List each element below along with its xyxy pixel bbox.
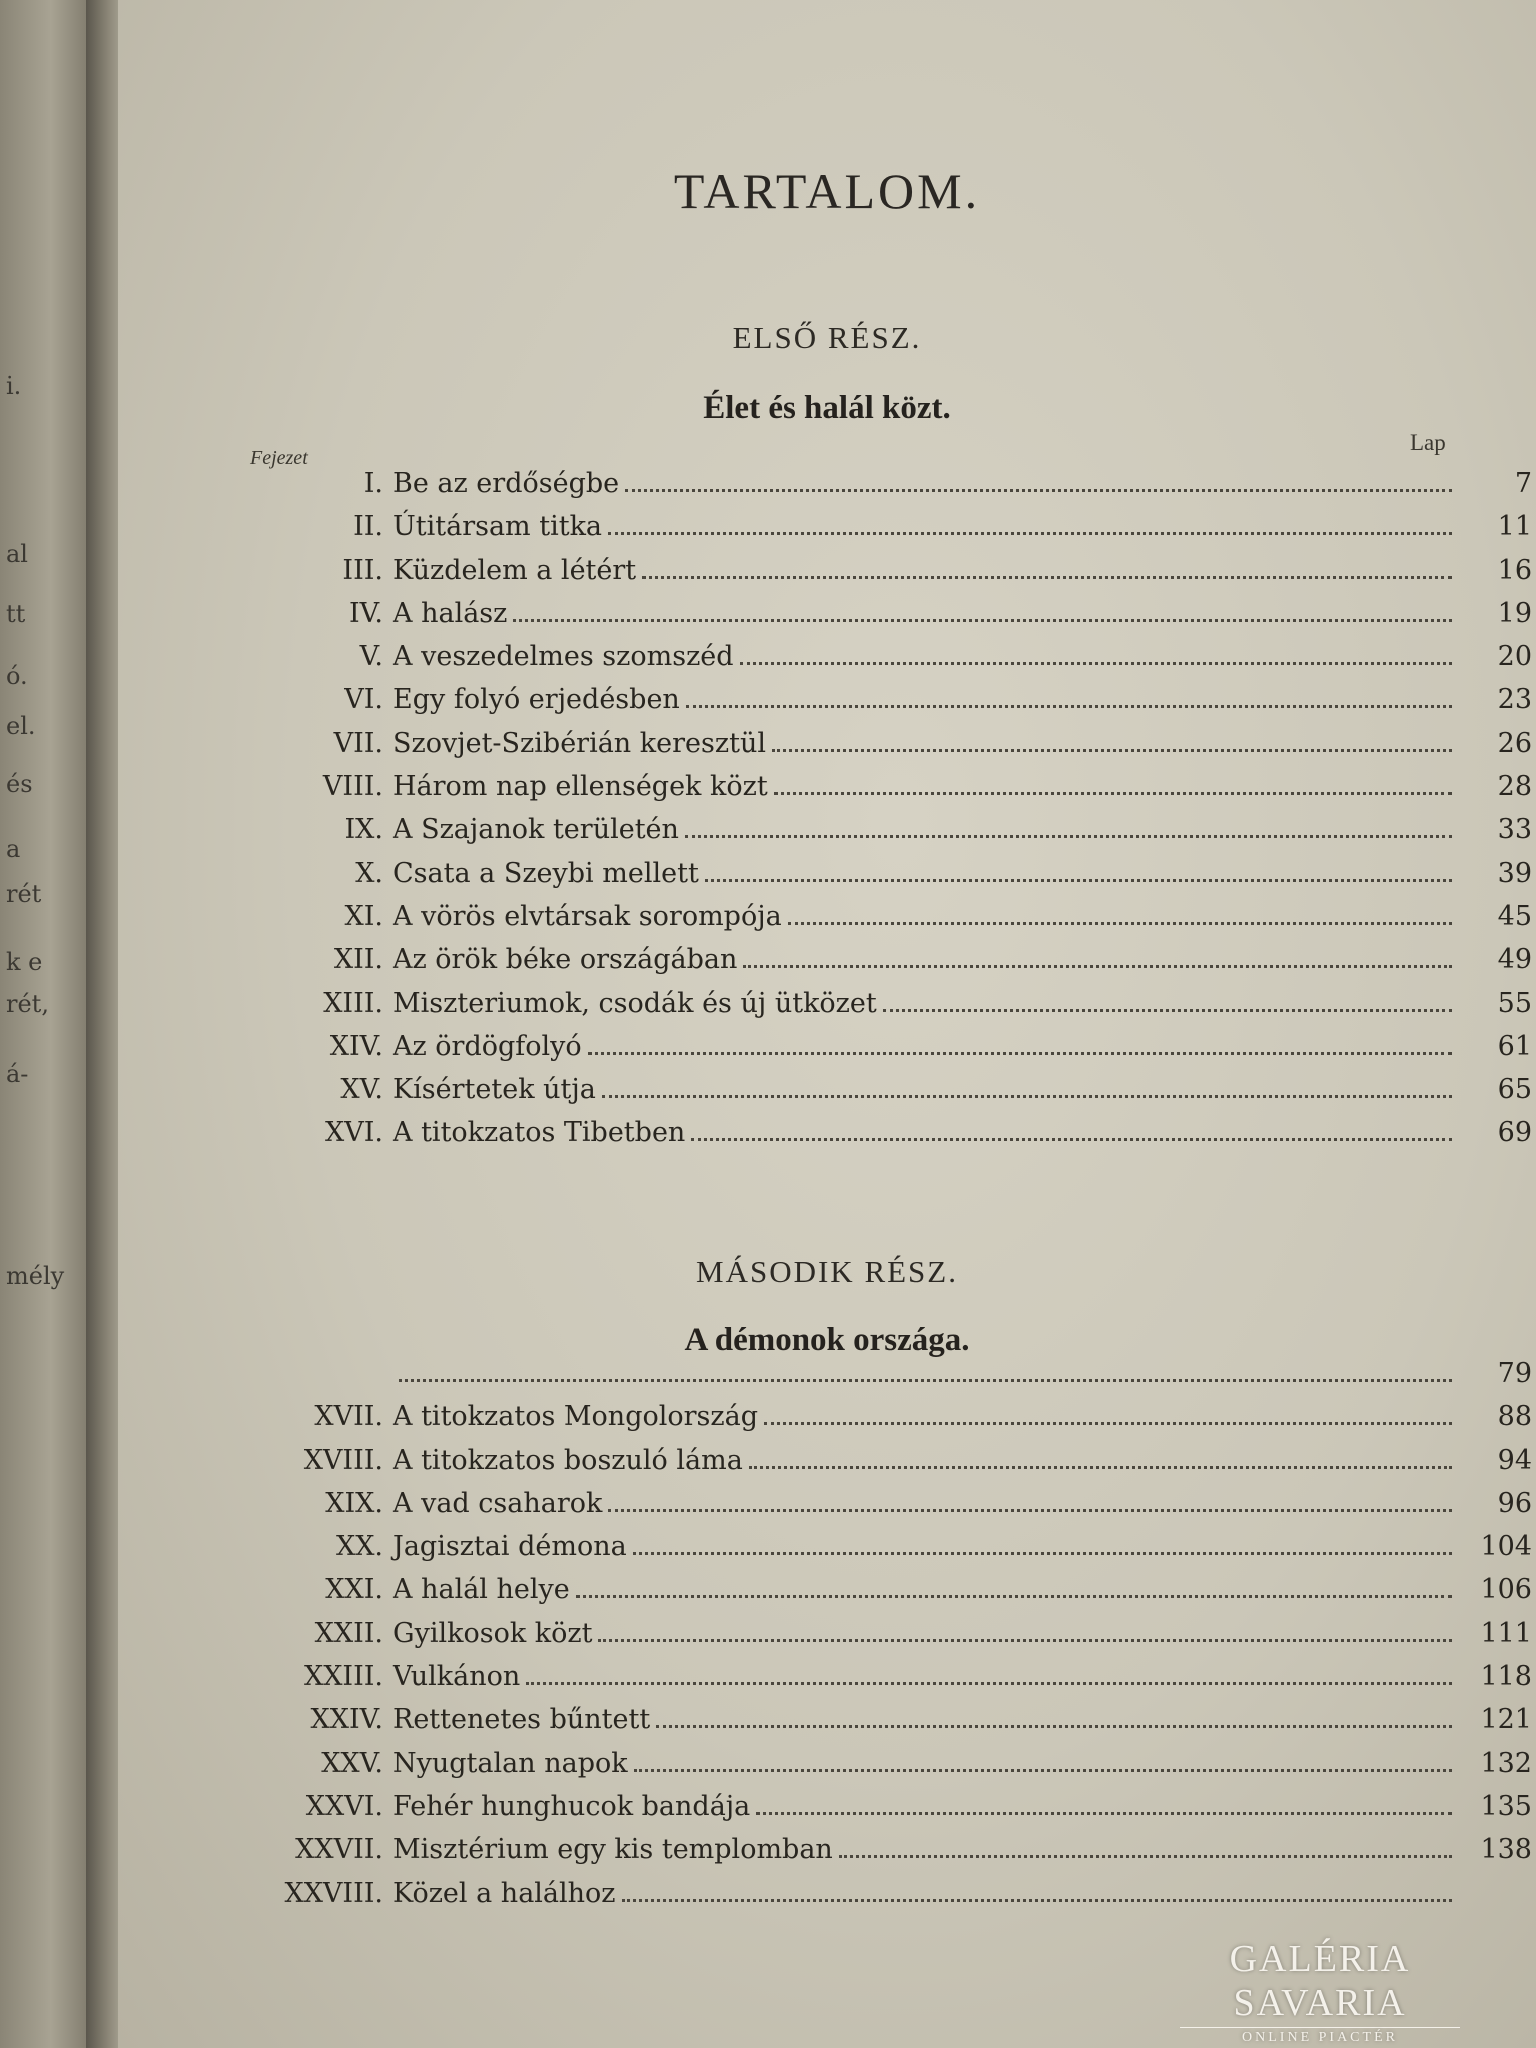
dot-leader: [691, 1137, 1452, 1141]
toc-row: [118, 1878, 1536, 1921]
toc-row: [118, 598, 1536, 641]
part-title: Élet és halál közt.: [703, 390, 951, 426]
dot-leader: [622, 1898, 1452, 1902]
chapter-number: XXV.: [321, 1747, 383, 1779]
page-column-label: Lap: [1410, 430, 1446, 455]
toc-row: [118, 1574, 1536, 1617]
toc-row: [118, 901, 1536, 944]
chapter-number: XV.: [340, 1074, 383, 1106]
page-number: 138: [1480, 1834, 1532, 1866]
chapter-title: Az örök béke országában: [393, 944, 738, 976]
chapter-title: Csata a Szeybi mellett: [393, 857, 699, 889]
left-page-fragment: el.: [6, 712, 36, 740]
chapter-number: XVII.: [314, 1401, 383, 1433]
chapter-number: IV.: [348, 597, 383, 629]
page-number: 106: [1480, 1574, 1532, 1606]
page-number: 28: [1497, 771, 1532, 803]
dot-leader: [576, 1594, 1452, 1598]
dot-leader: [883, 1008, 1452, 1012]
chapter-title: Három nap ellenségek közt: [393, 771, 768, 803]
chapter-title: Nyugtalan napok: [393, 1747, 628, 1779]
chapter-title: Miszteriumok, csodák és új ütközet: [393, 987, 877, 1019]
page-number: 16: [1497, 554, 1532, 586]
chapter-title: Fehér hunghucok bandája: [393, 1790, 751, 1822]
chapter-title: Be az erdőségbe: [393, 468, 620, 499]
page-number: 33: [1497, 814, 1532, 846]
left-page-fragment: tt: [6, 600, 26, 628]
chapter-number: IX.: [344, 814, 383, 846]
chapter-number: V.: [359, 641, 383, 673]
page-number: 79: [1497, 1358, 1532, 1389]
part-title: A démonok országa.: [684, 1322, 970, 1358]
chapter-number: II.: [353, 511, 383, 543]
dot-leader: [686, 704, 1452, 708]
left-page-fragment: al: [6, 540, 28, 568]
page-number: 61: [1497, 1030, 1532, 1062]
toc-row: [118, 858, 1536, 901]
toc-row: [118, 1661, 1536, 1704]
left-page-fragment: és: [6, 770, 33, 798]
chapter-number: XIII.: [323, 987, 383, 1019]
page-number: 132: [1480, 1747, 1532, 1779]
dot-leader: [399, 1378, 1452, 1382]
toc-row: [118, 814, 1536, 857]
toc-row: [118, 988, 1536, 1031]
dot-leader: [634, 1768, 1452, 1772]
toc-row: [118, 1488, 1536, 1531]
page-number: 88: [1497, 1401, 1532, 1433]
dot-leader: [588, 1051, 1452, 1055]
chapter-title: A halál helye: [393, 1574, 570, 1606]
toc-row: [118, 684, 1536, 727]
chapter-title: Vulkánon: [393, 1661, 521, 1693]
dot-leader: [608, 1508, 1452, 1512]
chapter-title: A Szajanok területén: [393, 814, 679, 846]
page-number: 111: [1480, 1617, 1532, 1649]
chapter-title: Misztérium egy kis templomban: [393, 1834, 833, 1866]
chapter-title: Kísértetek útja: [393, 1074, 596, 1106]
dot-leader: [642, 575, 1452, 579]
chapter-number: X.: [355, 857, 383, 889]
chapter-number: XII.: [333, 944, 383, 976]
dot-leader: [764, 1421, 1452, 1425]
chapter-number: I.: [363, 468, 383, 499]
chapter-number: VIII.: [322, 771, 383, 803]
chapter-title: A vad csaharok: [393, 1487, 603, 1519]
page-number: 45: [1497, 900, 1532, 932]
toc-row: [118, 1117, 1536, 1160]
page-number: 7: [1514, 468, 1532, 499]
left-page-edge: [0, 0, 92, 2048]
dot-leader: [740, 661, 1452, 665]
dot-leader: [772, 748, 1452, 752]
chapter-title: Rettenetes bűntett: [393, 1704, 651, 1736]
dot-leader: [839, 1854, 1452, 1858]
chapter-title: A titokzatos Tibetben: [393, 1117, 686, 1149]
dot-leader: [788, 921, 1452, 925]
dot-leader: [598, 1638, 1452, 1642]
chapter-title: Egy folyó erjedésben: [393, 684, 680, 716]
toc-row: [118, 728, 1536, 771]
chapter-number: XVI.: [325, 1117, 383, 1149]
chapter-title: A halász: [393, 597, 508, 629]
toc-row: [118, 771, 1536, 814]
chapter-title: A vörös elvtársak sorompója: [393, 900, 782, 932]
page-number: 39: [1497, 857, 1532, 889]
dot-leader: [749, 1465, 1452, 1469]
dot-leader: [608, 531, 1452, 535]
chapter-title: Jagisztai démona: [393, 1531, 627, 1563]
page-number: 65: [1497, 1074, 1532, 1106]
page-number: 23: [1497, 684, 1532, 716]
page-title: TARTALOM.: [673, 163, 981, 219]
book-page: [118, 0, 1536, 2048]
page-number: 20: [1497, 641, 1532, 673]
watermark-brand: GALÉRIA SAVARIA: [1229, 1938, 1411, 2024]
toc-row: [118, 1358, 1536, 1401]
dot-leader: [774, 791, 1452, 795]
part-label: ELSŐ RÉSZ.: [732, 320, 922, 355]
chapter-number: VII.: [333, 727, 383, 759]
chapter-number: XXIII.: [303, 1661, 383, 1693]
toc-row: [118, 641, 1536, 684]
left-page-fragment: á-: [6, 1060, 29, 1088]
left-page-fragment: k e: [6, 948, 43, 976]
chapter-number: XXVII.: [295, 1834, 383, 1866]
page-number: 49: [1497, 944, 1532, 976]
dot-leader: [756, 1811, 1452, 1815]
page-number: 104: [1480, 1531, 1532, 1563]
chapter-title: Az ördögfolyó: [393, 1030, 582, 1062]
toc-row: [118, 944, 1536, 987]
toc-row: [118, 1704, 1536, 1747]
left-page-fragment: a: [6, 835, 21, 863]
chapter-title: A titokzatos boszuló láma: [393, 1444, 743, 1476]
page-number: 118: [1480, 1661, 1532, 1693]
chapter-number: XIV.: [329, 1030, 383, 1062]
dot-leader: [685, 834, 1452, 838]
left-page-fragment: ó.: [6, 662, 28, 690]
toc-row: [118, 555, 1536, 598]
page-number: 135: [1480, 1790, 1532, 1822]
toc-row: [118, 1401, 1536, 1444]
watermark-tagline: ONLINE PIACTÉR: [1180, 2027, 1460, 2046]
chapter-column-label: Fejezet: [250, 447, 308, 469]
chapter-title: A titokzatos Mongolország: [393, 1401, 758, 1433]
page-number: 19: [1497, 597, 1532, 629]
dot-leader: [705, 878, 1452, 882]
chapter-title: Küzdelem a létért: [393, 554, 637, 586]
page-number: 69: [1497, 1117, 1532, 1149]
chapter-title: Gyilkosok közt: [393, 1617, 593, 1649]
toc-list: [118, 1358, 1536, 1921]
toc-row: [118, 1834, 1536, 1877]
chapter-number: XXVIII.: [284, 1877, 383, 1909]
chapter-title: A veszedelmes szomszéd: [393, 641, 734, 673]
toc-row: [118, 1618, 1536, 1661]
left-page-fragment: i.: [6, 372, 22, 400]
toc-row: [118, 1791, 1536, 1834]
chapter-number: XXVI.: [305, 1790, 383, 1822]
toc-row: [118, 1031, 1536, 1074]
toc-list: [118, 468, 1536, 1161]
dot-leader: [602, 1094, 1452, 1098]
toc-row: [118, 1531, 1536, 1574]
toc-row: [118, 511, 1536, 554]
chapter-number: XXIV.: [310, 1704, 383, 1736]
dot-leader: [625, 488, 1452, 492]
left-page-fragment: rét: [6, 880, 42, 908]
chapter-title: Szovjet-Szibérián keresztül: [393, 727, 766, 759]
page-number: 121: [1480, 1704, 1532, 1736]
chapter-number: XXII.: [314, 1617, 383, 1649]
dot-leader: [526, 1681, 1452, 1685]
part-label: MÁSODIK RÉSZ.: [696, 1254, 958, 1289]
chapter-number: III.: [342, 554, 383, 586]
dot-leader: [633, 1551, 1452, 1555]
dot-leader: [513, 618, 1452, 622]
page-number: 11: [1497, 511, 1532, 543]
chapter-number: XXI.: [325, 1574, 383, 1606]
chapter-number: XX.: [335, 1531, 383, 1563]
chapter-number: VI.: [344, 684, 383, 716]
watermark-logo: [1140, 1937, 1500, 2046]
dot-leader: [743, 964, 1452, 968]
chapter-title: Közel a halálhoz: [393, 1877, 616, 1909]
chapter-number: XVIII.: [303, 1444, 383, 1476]
page-number: 94: [1497, 1444, 1532, 1476]
toc-row: [118, 468, 1536, 511]
left-page-fragment: mély: [6, 1262, 65, 1290]
page-number: 55: [1497, 987, 1532, 1019]
chapter-number: XI.: [344, 900, 383, 932]
toc-row: [118, 1748, 1536, 1791]
chapter-title: Útitársam titka: [393, 511, 603, 543]
toc-row: [118, 1445, 1536, 1488]
dot-leader: [656, 1724, 1452, 1728]
page-number: 26: [1497, 727, 1532, 759]
left-page-fragment: rét,: [6, 990, 49, 1018]
page-number: 96: [1497, 1487, 1532, 1519]
toc-row: [118, 1074, 1536, 1117]
chapter-number: XIX.: [325, 1487, 383, 1519]
